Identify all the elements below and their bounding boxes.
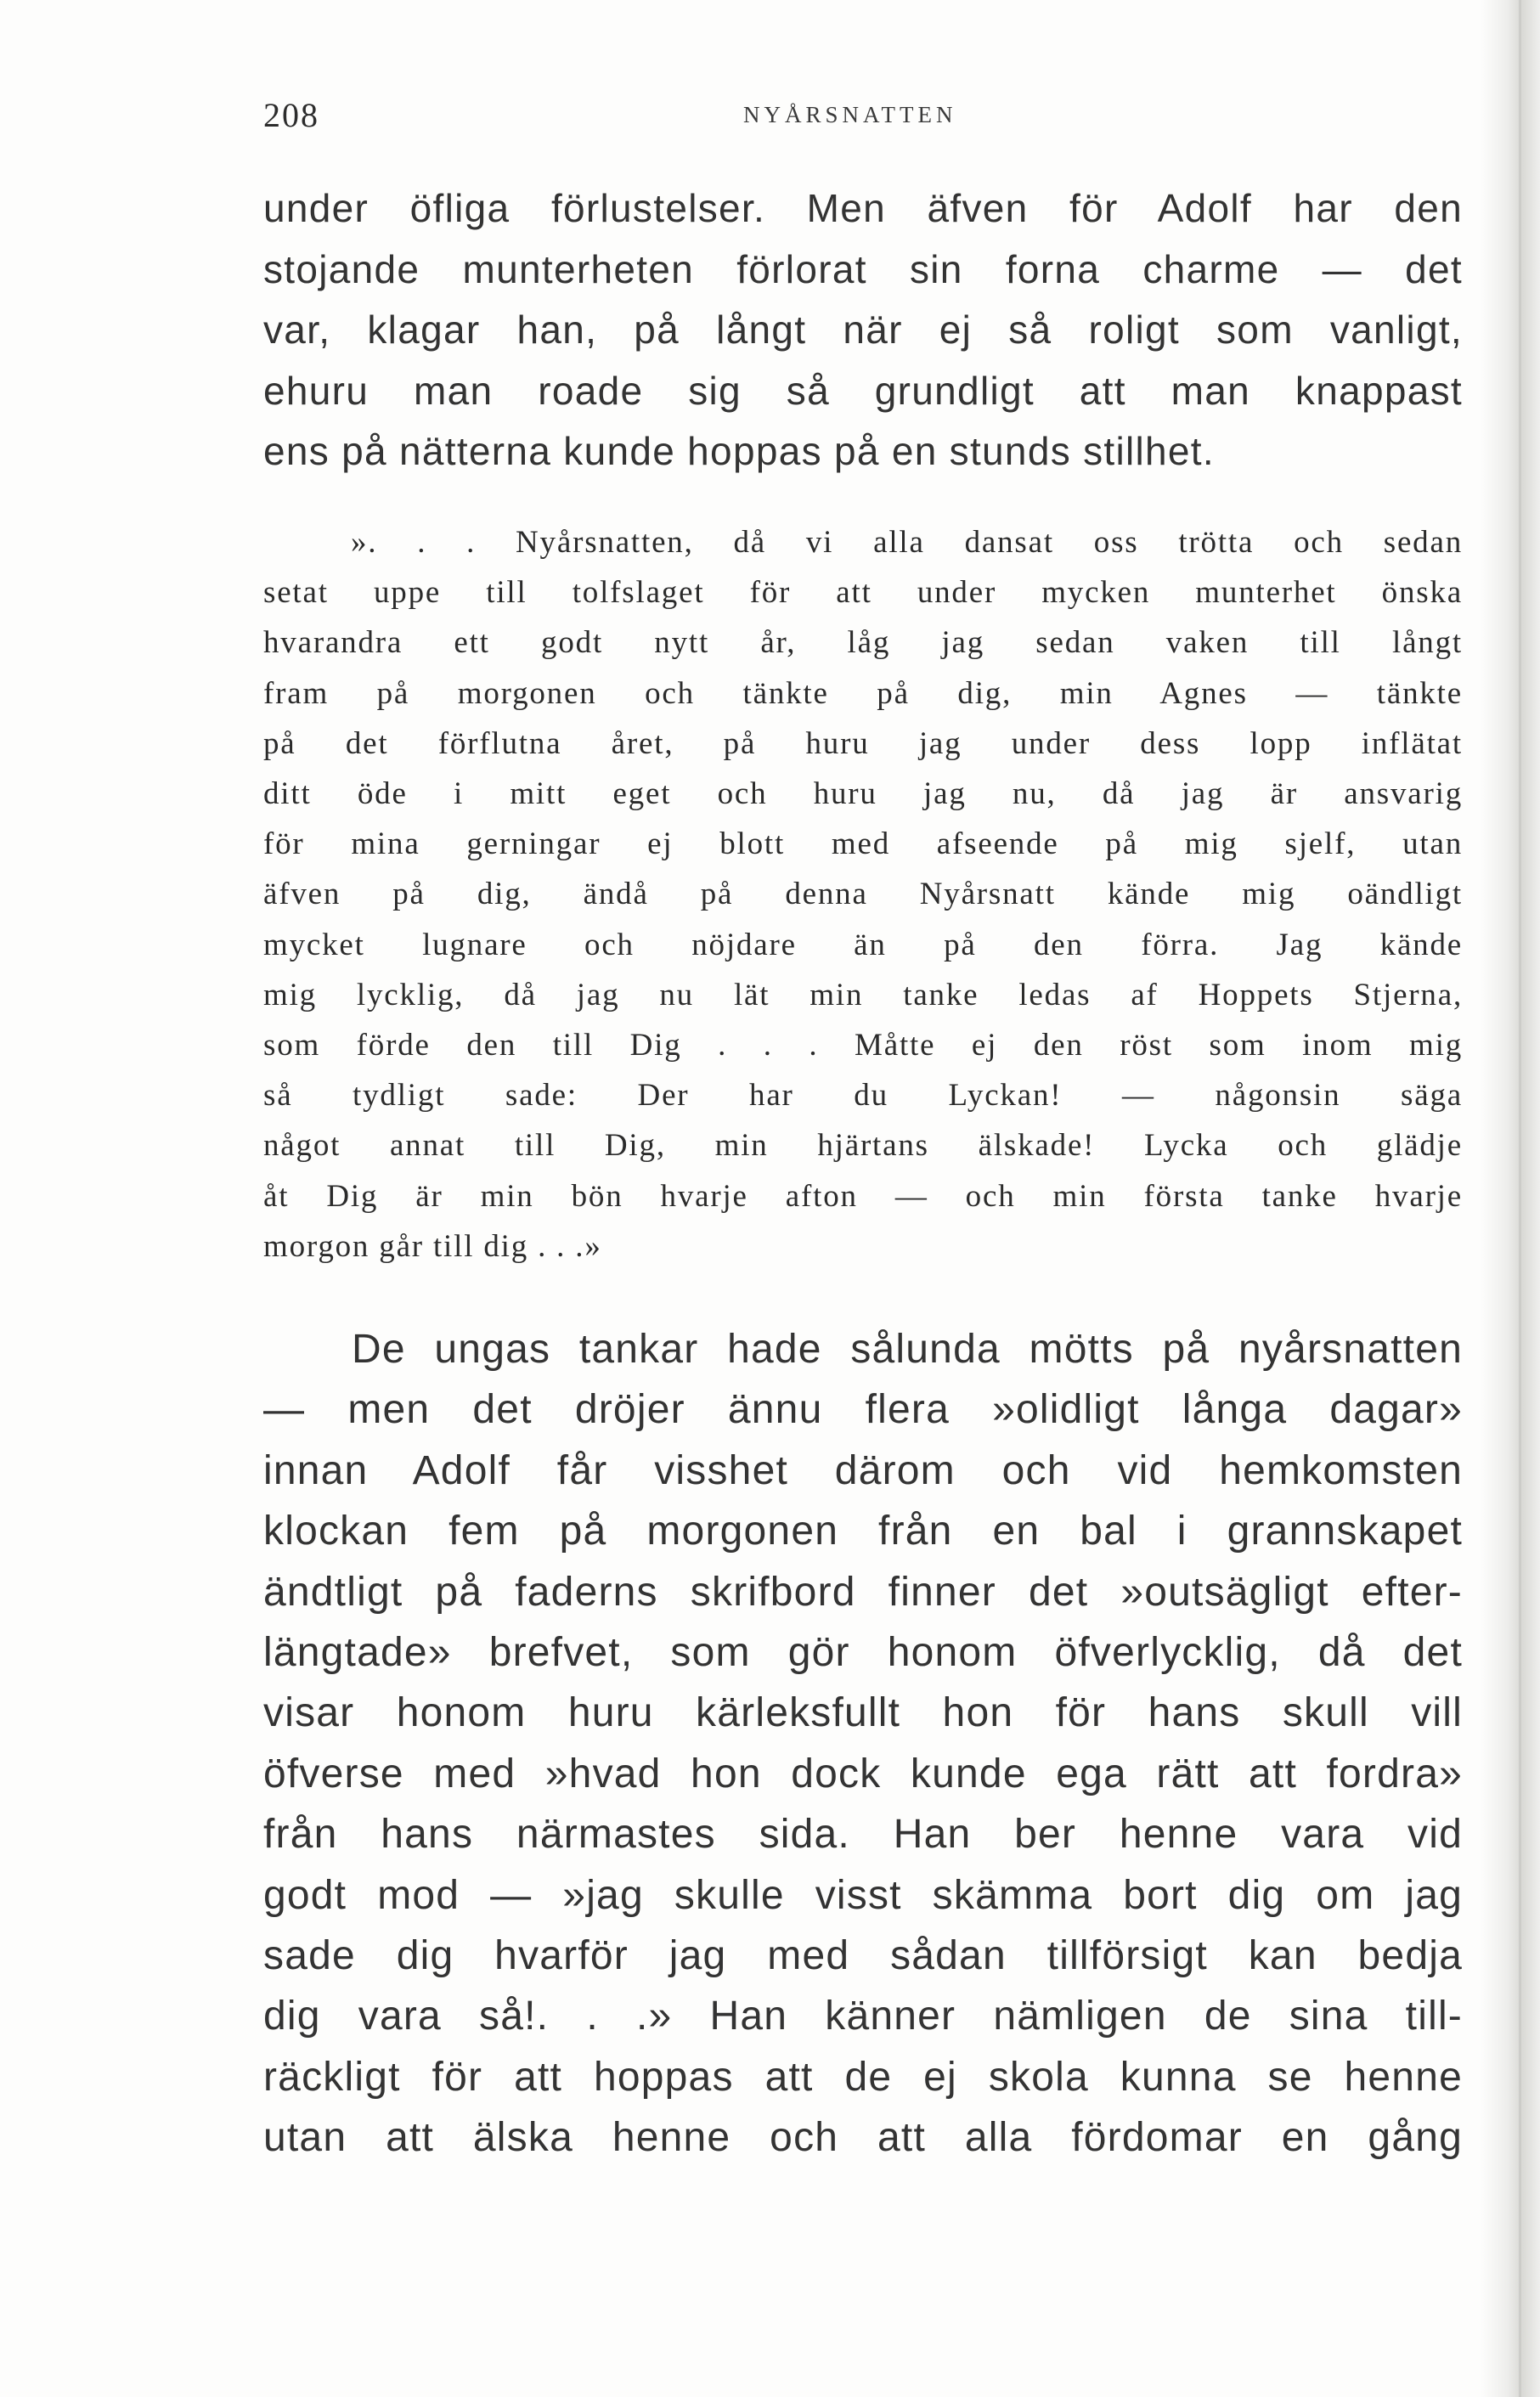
text-line: innan Adolf får visshet därom och vid hemkomsten bbox=[263, 1447, 1463, 1493]
text-line: ehuru man roade sig så grundligt att man knappast bbox=[263, 368, 1463, 413]
quote-line: på det förflutna året, på huru jag under dess lopp inflätat bbox=[263, 725, 1463, 761]
quote-line: hvarandra ett godt nytt år, låg jag sedan vaken till långt bbox=[263, 625, 1463, 661]
text-line: ändtligt på faderns skrifbord finner det »outsägligt efter- bbox=[263, 1569, 1463, 1615]
quote-line: så tydligt sade: Der har du Lyckan! — någonsin säga bbox=[263, 1078, 1463, 1114]
letter-quote bbox=[263, 517, 1463, 1272]
text-line: räckligt för att hoppas att de ej skola kunna se henne bbox=[263, 2054, 1463, 2100]
text-line: var, klagar han, på långt när ej så roligt som vanligt, bbox=[263, 307, 1463, 352]
quote-line: ». . . Nyårsnatten, då vi alla dansat oss trötta och sedan bbox=[351, 525, 1463, 560]
text-line: öfverse med »hvad hon dock kunde ega rätt att fordra» bbox=[263, 1751, 1463, 1796]
text-line: sade dig hvarför jag med sådan tillförsigt kan bedja bbox=[263, 1933, 1463, 1979]
text-line: godt mod — »jag skulle visst skämma bort dig om jag bbox=[263, 1872, 1463, 1918]
quote-line: morgon går till dig . . .» bbox=[263, 1228, 602, 1264]
text-line: längtade» brefvet, som gör honom öfverlycklig, då det bbox=[263, 1630, 1463, 1676]
quote-line: som förde den till Dig . . . Måtte ej den röst som inom mig bbox=[263, 1028, 1463, 1063]
text-line: stojande munterheten förlorat sin forna charme — det bbox=[263, 246, 1463, 291]
quote-line: mycket lugnare och nöjdare än på den förra. Jag kände bbox=[263, 927, 1463, 962]
text-line: klockan fem på morgonen från en bal i grannskapet bbox=[263, 1509, 1463, 1554]
page-header bbox=[263, 95, 1461, 138]
text-line: utan att älska henne och att alla fördomar en gång bbox=[263, 2115, 1463, 2161]
quote-line: äfven på dig, ändå på denna Nyårsnatt kände mig oändligt bbox=[263, 877, 1463, 912]
quote-line: något annat till Dig, min hjärtans älskade! Lycka och glädje bbox=[263, 1128, 1463, 1164]
text-line: från hans närmastes sida. Han ber henne vara vid bbox=[263, 1812, 1463, 1858]
quote-line: mig lycklig, då jag nu lät min tanke ledas af Hoppets Stjerna, bbox=[263, 977, 1463, 1012]
quote-line: fram på morgonen och tänkte på dig, min Agnes — tänkte bbox=[263, 675, 1463, 711]
quote-line: ditt öde i mitt eget och huru jag nu, då jag är ansvarig bbox=[263, 776, 1463, 812]
page-edge-shadow bbox=[1481, 0, 1540, 2397]
text-line: visar honom huru kärleksfullt hon för hans skull vill bbox=[263, 1690, 1463, 1736]
paragraph-2 bbox=[263, 1319, 1463, 2169]
text-line: — men det dröjer ännu flera »olidligt långa dagar» bbox=[263, 1387, 1463, 1433]
quote-line: åt Dig är min bön hvarje afton — och min första tanke hvarje bbox=[263, 1178, 1463, 1214]
page-number: 208 bbox=[263, 96, 319, 134]
paragraph-1 bbox=[263, 178, 1463, 482]
quote-line: för mina gerningar ej blott med afseende på mig sjelf, utan bbox=[263, 826, 1463, 862]
text-line: De ungas tankar hade sålunda mötts på nyårsnatten bbox=[352, 1327, 1463, 1372]
quote-line: setat uppe till tolfslaget för att under mycken munterhet önska bbox=[263, 575, 1463, 611]
page-edge-line bbox=[1519, 0, 1521, 2397]
text-line: under öfliga förlustelser. Men äfven för Adolf har den bbox=[263, 186, 1463, 230]
text-line: ens på nätterna kunde hoppas på en stunds stillhet. bbox=[263, 429, 1215, 473]
text-line: dig vara så!. . .» Han känner nämligen de sina till- bbox=[263, 1994, 1463, 2039]
running-title: NYÅRSNATTEN bbox=[743, 102, 957, 127]
